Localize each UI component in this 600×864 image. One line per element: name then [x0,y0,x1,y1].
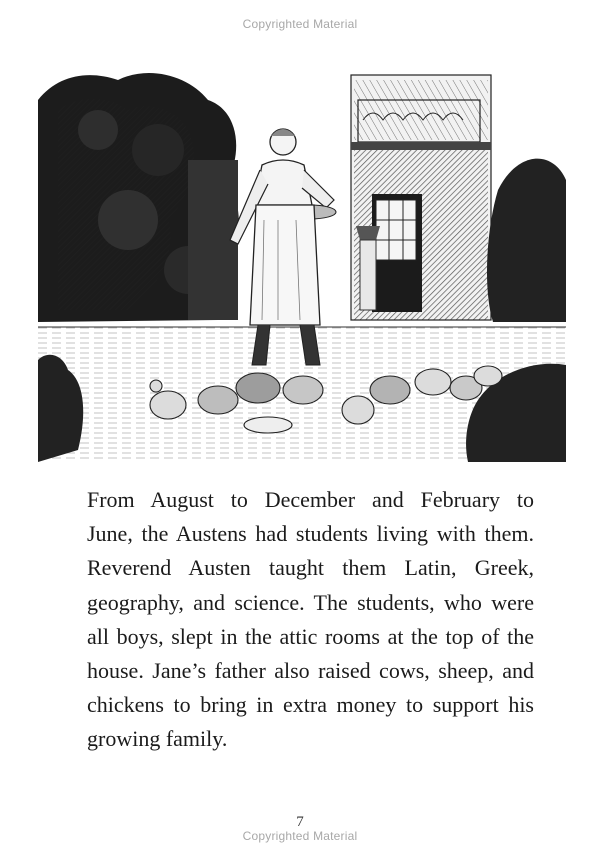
body-line: geography, and science. The students, who were [87,589,534,615]
watermark-top: Copyrighted Material [242,17,358,31]
trees-right [487,159,566,322]
house [351,75,491,320]
body-line: June, the Austens had students living with them. [87,521,534,547]
body-line: chickens to bring in extra money to support his [87,692,534,718]
illustration-drawing [38,70,566,462]
body-line: From August to December and February to [87,487,534,512]
body-text [87,483,534,757]
body-line: all boys, slept in the attic rooms at the top of the [87,623,534,649]
watermark-bottom: Copyrighted Material [242,829,358,843]
illustration [38,70,566,462]
body-line: house. Jane’s father also raised cows, sheep, and [87,658,534,684]
body-line: growing family. [87,726,228,752]
page-number: 7 [296,814,304,830]
body-line: Reverend Austen taught them Latin, Greek, [87,555,534,581]
